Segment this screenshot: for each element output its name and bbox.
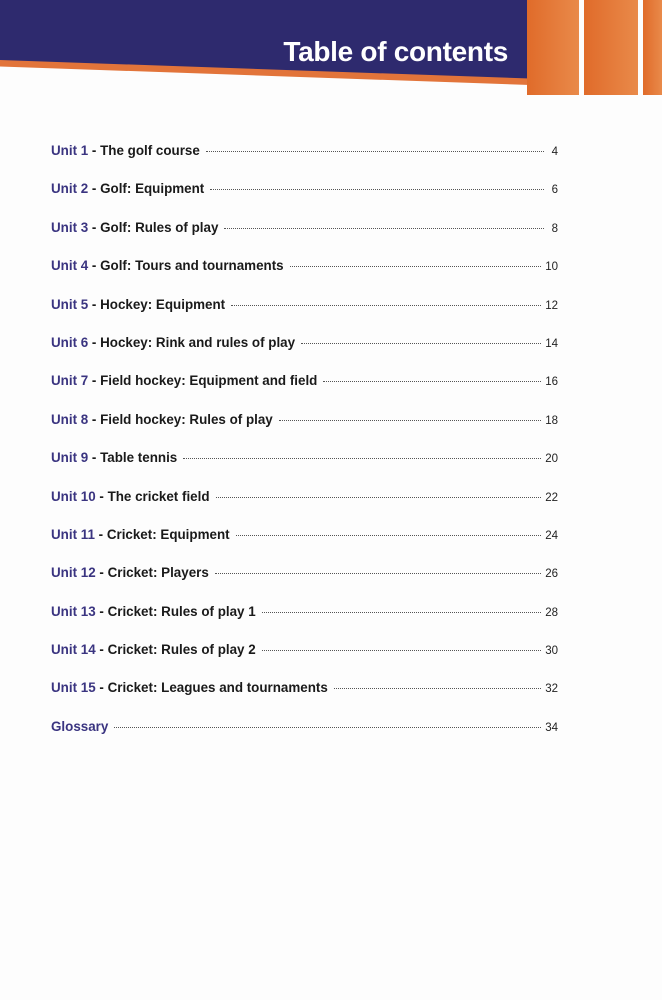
dot-leader [290, 266, 542, 267]
dot-leader [262, 612, 542, 613]
toc-entry-label: Unit 9 [51, 450, 89, 466]
toc-entry-separator: - [88, 258, 101, 274]
toc-entry-page-number: 30 [545, 645, 558, 658]
dot-leader [334, 688, 541, 689]
toc-entry-page-number: 34 [545, 721, 558, 734]
toc-entry-title: Cricket: Players [107, 565, 209, 581]
orange-block-2 [584, 0, 638, 95]
dot-leader [216, 497, 542, 498]
toc-entry[interactable] [51, 181, 558, 219]
toc-entry-title: Cricket: Leagues and tournaments [107, 680, 328, 696]
toc-entry[interactable] [51, 373, 558, 411]
toc-entry-label: Unit 8 [51, 411, 89, 427]
dot-leader [231, 305, 541, 306]
orange-block-1 [527, 0, 579, 95]
dot-leader [210, 189, 544, 190]
toc-entry-page-number: 20 [545, 453, 558, 466]
toc-entry-label: Unit 13 [51, 603, 96, 619]
toc-entry-label: Unit 11 [51, 526, 95, 542]
toc-entry-separator: - [95, 680, 108, 696]
toc-entry-separator: - [88, 181, 101, 197]
toc-entry-title: Golf: Tours and tournaments [100, 258, 284, 274]
toc-entry[interactable] [51, 450, 558, 488]
toc-entry-separator: - [88, 450, 101, 466]
dot-leader [224, 228, 544, 229]
toc-entry-title: Cricket: Rules of play 1 [107, 603, 256, 619]
toc-entry-separator: - [95, 488, 108, 504]
toc-entry[interactable] [51, 335, 558, 373]
toc-entry-label: Unit 1 [51, 143, 89, 158]
toc-entry-title: Golf: Equipment [100, 181, 205, 197]
toc-entry-label: Unit 15 [51, 680, 96, 696]
toc-entry-page-number: 4 [551, 146, 558, 158]
orange-block-3 [643, 0, 662, 95]
toc-entry-page-number: 28 [545, 606, 558, 619]
toc-entry-title: Cricket: Equipment [106, 526, 230, 542]
toc-entry-title: The cricket field [107, 488, 210, 504]
dot-leader [114, 727, 541, 728]
dot-leader [236, 535, 542, 536]
toc-entry-page-number: 10 [545, 261, 558, 274]
dot-leader [323, 381, 541, 382]
toc-entry-label: Unit 5 [51, 296, 89, 312]
toc-entry-title: The golf course [100, 143, 200, 158]
toc-entry[interactable] [51, 143, 558, 181]
toc-entry-page-number: 26 [545, 568, 558, 581]
toc-entry-separator: - [94, 526, 107, 542]
toc-entry-separator: - [88, 373, 101, 389]
toc-entry-label: Unit 2 [51, 181, 89, 197]
dot-leader [183, 458, 541, 459]
toc-entry-label: Unit 3 [51, 219, 89, 235]
toc-entry-page-number: 22 [545, 491, 558, 504]
toc-entry-label: Unit 10 [51, 488, 96, 504]
toc-entry[interactable] [51, 604, 558, 642]
toc-entry-label: Unit 12 [51, 565, 96, 581]
toc-entry-title: Field hockey: Rules of play [100, 411, 273, 427]
toc-entry-page-number: 32 [545, 683, 558, 696]
toc-entry-separator: - [88, 411, 101, 427]
toc-entry-page-number: 6 [551, 184, 558, 197]
dot-leader [206, 151, 544, 152]
toc-entry[interactable] [51, 220, 558, 258]
page-title: Table of contents [283, 36, 508, 67]
toc-entry-title: Table tennis [100, 450, 178, 466]
toc-entry[interactable] [51, 642, 558, 680]
toc-entry-separator: - [88, 219, 101, 235]
toc-entry-separator: - [95, 603, 108, 619]
toc-entry-page-number: 24 [545, 529, 558, 542]
header-banner [0, 0, 662, 95]
toc-entry-page-number: 12 [545, 299, 558, 312]
dot-leader [215, 573, 541, 574]
table-of-contents [51, 143, 558, 757]
dot-leader [279, 420, 541, 421]
toc-entry[interactable] [51, 680, 558, 718]
toc-entry-label: Unit 6 [51, 334, 89, 350]
toc-entry-title: Hockey: Rink and rules of play [100, 334, 296, 350]
toc-entry[interactable] [51, 565, 558, 603]
toc-entry-page-number: 18 [545, 414, 558, 427]
toc-entry-page-number: 14 [545, 337, 558, 350]
toc-entry-title: Golf: Rules of play [100, 219, 219, 235]
toc-entry-label: Unit 4 [51, 258, 89, 274]
toc-entry-title: Field hockey: Equipment and field [100, 373, 318, 389]
toc-entry[interactable] [51, 412, 558, 450]
toc-entry-separator: - [88, 334, 101, 350]
toc-entry-title: Cricket: Rules of play 2 [107, 642, 256, 658]
dot-leader [262, 650, 542, 651]
toc-entry[interactable] [51, 258, 558, 296]
toc-entry-page-number: 8 [551, 222, 558, 235]
toc-entry-page-number: 16 [545, 376, 558, 389]
toc-entry-separator: - [95, 565, 108, 581]
toc-entry-separator: - [88, 296, 101, 312]
toc-entry-title: Hockey: Equipment [100, 296, 226, 312]
toc-entry-separator: - [88, 143, 101, 158]
toc-entry-label: Glossary [51, 718, 109, 734]
toc-entry-label: Unit 7 [51, 373, 89, 389]
toc-entry[interactable] [51, 527, 558, 565]
toc-entry-separator: - [95, 642, 108, 658]
toc-entry[interactable] [51, 297, 558, 335]
toc-entry[interactable] [51, 719, 558, 757]
dot-leader [301, 343, 541, 344]
toc-entry-label: Unit 14 [51, 642, 96, 658]
toc-entry[interactable] [51, 489, 558, 527]
